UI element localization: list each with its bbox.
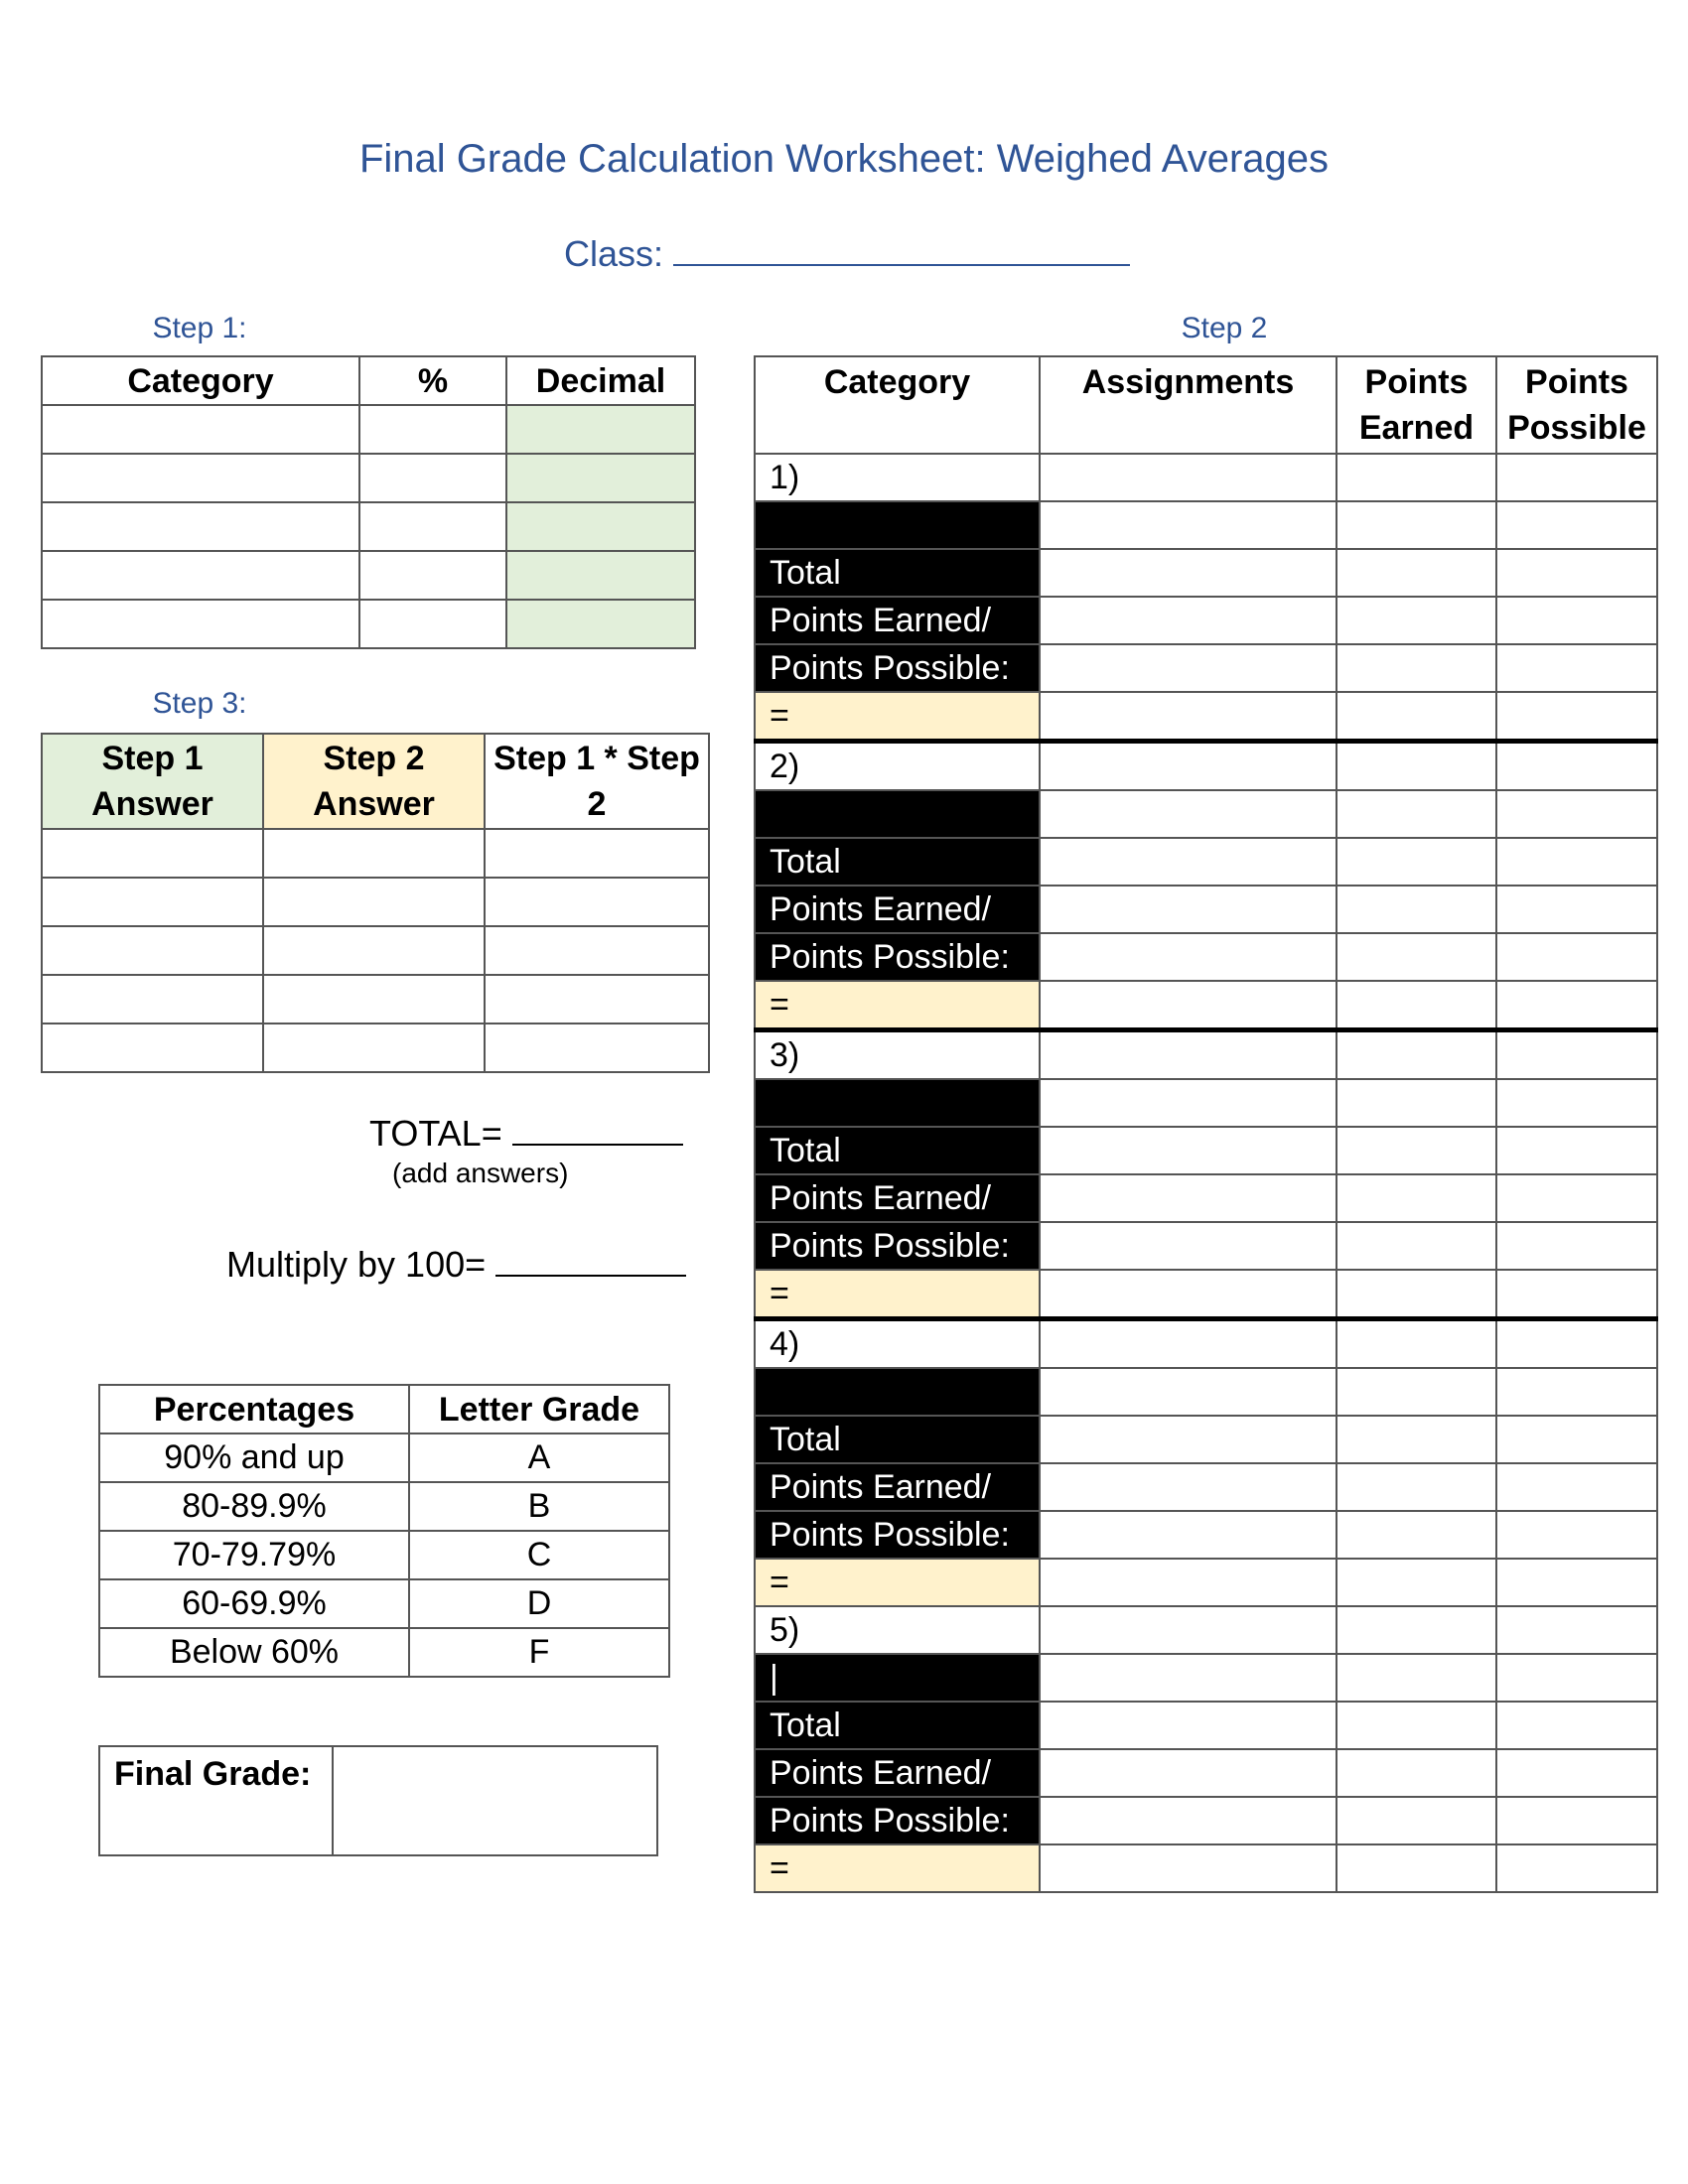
category-name-cell[interactable] <box>755 1079 1040 1127</box>
class-label: Class: <box>564 233 664 274</box>
assignment-cell[interactable] <box>1040 644 1336 692</box>
points-possible-cell[interactable] <box>1496 692 1657 742</box>
points-possible-cell[interactable] <box>1496 1559 1657 1606</box>
points-earned-label: Points Earned/ <box>755 597 1040 644</box>
points-possible-cell[interactable] <box>1496 790 1657 838</box>
points-earned-cell[interactable] <box>1336 454 1496 501</box>
step3-cell[interactable] <box>263 1024 485 1072</box>
total-label: Total <box>755 1416 1040 1463</box>
assignment-cell[interactable] <box>1040 692 1336 742</box>
step2-row <box>755 1559 1657 1606</box>
step1-label: Step 1: <box>152 312 247 344</box>
step1-percent-cell[interactable] <box>359 551 506 600</box>
step3-cell[interactable] <box>485 926 709 975</box>
points-possible-cell[interactable] <box>1496 838 1657 886</box>
category-number: 3) <box>755 1030 1040 1080</box>
points-earned-cell[interactable] <box>1336 1749 1496 1797</box>
points-earned-cell[interactable] <box>1336 1319 1496 1369</box>
step2-header-points-earned: Points Earned <box>1336 356 1496 454</box>
step2-header-assignments: Assignments <box>1040 356 1336 454</box>
grade-header-percentages: Percentages <box>99 1385 409 1433</box>
points-possible-cell[interactable] <box>1496 886 1657 933</box>
step2-row <box>755 1270 1657 1319</box>
step1-header-percent: % <box>359 356 506 405</box>
points-possible-label: Points Possible: <box>755 1222 1040 1270</box>
step2-row <box>755 981 1657 1030</box>
step1-table <box>41 355 696 649</box>
step2-row <box>755 1654 1657 1702</box>
assignment-cell[interactable] <box>1040 1319 1336 1369</box>
total-label: Total <box>755 1702 1040 1749</box>
step2-row <box>755 742 1657 791</box>
step2-row <box>755 1463 1657 1511</box>
step3-cell[interactable] <box>42 878 263 926</box>
step2-row <box>755 597 1657 644</box>
assignment-cell[interactable] <box>1040 1797 1336 1844</box>
final-grade-input[interactable] <box>333 1746 657 1855</box>
step2-row <box>755 1844 1657 1892</box>
assignment-cell[interactable] <box>1040 1844 1336 1892</box>
assignment-cell[interactable] <box>1040 501 1336 549</box>
points-earned-label: Points Earned/ <box>755 886 1040 933</box>
points-possible-cell[interactable] <box>1496 597 1657 644</box>
step2-row <box>755 549 1657 597</box>
step3-cell[interactable] <box>485 975 709 1024</box>
add-answers-note: (add answers) <box>392 1158 569 1188</box>
points-earned-cell[interactable] <box>1336 1511 1496 1559</box>
category-name-cell[interactable]: | <box>755 1654 1040 1702</box>
points-possible-cell[interactable] <box>1496 1749 1657 1797</box>
step3-cell[interactable] <box>42 1024 263 1072</box>
points-earned-cell[interactable] <box>1336 501 1496 549</box>
points-earned-cell[interactable] <box>1336 838 1496 886</box>
points-possible-cell[interactable] <box>1496 1174 1657 1222</box>
points-earned-cell[interactable] <box>1336 886 1496 933</box>
points-earned-cell[interactable] <box>1336 790 1496 838</box>
step2-row <box>755 1127 1657 1174</box>
points-earned-cell[interactable] <box>1336 1079 1496 1127</box>
multiply-blank-line[interactable] <box>495 1241 686 1277</box>
step1-percent-cell[interactable] <box>359 502 506 551</box>
step2-row <box>755 1319 1657 1369</box>
points-possible-cell[interactable] <box>1496 644 1657 692</box>
step1-header-category: Category <box>42 356 359 405</box>
step1-percent-cell[interactable] <box>359 454 506 502</box>
step3-cell[interactable] <box>42 975 263 1024</box>
assignment-cell[interactable] <box>1040 790 1336 838</box>
points-possible-cell[interactable] <box>1496 1319 1657 1369</box>
grade-row <box>99 1482 669 1531</box>
step2-row <box>755 790 1657 838</box>
step1-percent-cell[interactable] <box>359 600 506 648</box>
step1-decimal-cell[interactable] <box>506 502 695 551</box>
assignment-cell[interactable] <box>1040 1030 1336 1080</box>
step2-row <box>755 1079 1657 1127</box>
assignment-cell[interactable] <box>1040 597 1336 644</box>
points-possible-cell[interactable] <box>1496 981 1657 1030</box>
class-field[interactable] <box>564 228 1130 275</box>
total-label: Total <box>755 549 1040 597</box>
step3-table <box>41 733 710 1073</box>
grade-range: 80-89.9% <box>99 1482 409 1531</box>
grade-row <box>99 1579 669 1628</box>
step2-row <box>755 1749 1657 1797</box>
category-number: 2) <box>755 742 1040 791</box>
step1-category-cell[interactable] <box>42 502 359 551</box>
category-number: 5) <box>755 1606 1040 1654</box>
step1-row <box>42 405 695 454</box>
points-possible-cell[interactable] <box>1496 1702 1657 1749</box>
points-possible-cell[interactable] <box>1496 1463 1657 1511</box>
step2-row <box>755 1702 1657 1749</box>
step1-decimal-cell[interactable] <box>506 551 695 600</box>
points-possible-cell[interactable] <box>1496 501 1657 549</box>
step3-header-step2: Step 2 Answer <box>263 734 485 829</box>
points-earned-cell[interactable] <box>1336 1463 1496 1511</box>
step1-category-cell[interactable] <box>42 551 359 600</box>
step3-cell[interactable] <box>263 829 485 878</box>
step2-table <box>754 355 1658 1893</box>
category-name-cell[interactable] <box>755 790 1040 838</box>
points-possible-cell[interactable] <box>1496 1270 1657 1319</box>
step1-header-decimal: Decimal <box>506 356 695 405</box>
step1-decimal-cell[interactable] <box>506 600 695 648</box>
points-earned-cell[interactable] <box>1336 1174 1496 1222</box>
assignment-cell[interactable] <box>1040 742 1336 791</box>
assignment-cell[interactable] <box>1040 1368 1336 1416</box>
points-earned-cell[interactable] <box>1336 742 1496 791</box>
points-possible-cell[interactable] <box>1496 1797 1657 1844</box>
category-number: 1) <box>755 454 1040 501</box>
assignment-cell[interactable] <box>1040 1127 1336 1174</box>
assignment-cell[interactable] <box>1040 549 1336 597</box>
points-earned-cell[interactable] <box>1336 1030 1496 1080</box>
step1-decimal-cell[interactable] <box>506 405 695 454</box>
grade-range: Below 60% <box>99 1628 409 1677</box>
points-earned-label: Points Earned/ <box>755 1174 1040 1222</box>
assignment-cell[interactable] <box>1040 1270 1336 1319</box>
category-number: 4) <box>755 1319 1040 1369</box>
points-earned-cell[interactable] <box>1336 1797 1496 1844</box>
assignment-cell[interactable] <box>1040 886 1336 933</box>
step1-category-cell[interactable] <box>42 454 359 502</box>
grade-range: 70-79.79% <box>99 1531 409 1579</box>
step2-row <box>755 1797 1657 1844</box>
assignment-cell[interactable] <box>1040 1079 1336 1127</box>
step2-header-points-possible: Points Possible <box>1496 356 1657 454</box>
step2-row <box>755 454 1657 501</box>
grade-row <box>99 1433 669 1482</box>
points-earned-cell[interactable] <box>1336 692 1496 742</box>
step3-cell[interactable] <box>263 975 485 1024</box>
equals-cell[interactable]: = <box>755 1559 1040 1606</box>
points-earned-cell[interactable] <box>1336 1127 1496 1174</box>
step3-cell[interactable] <box>485 1024 709 1072</box>
grade-letter: C <box>409 1531 669 1579</box>
assignment-cell[interactable] <box>1040 1511 1336 1559</box>
step3-cell[interactable] <box>42 926 263 975</box>
class-blank-line[interactable] <box>673 228 1130 266</box>
points-possible-cell[interactable] <box>1496 1416 1657 1463</box>
step3-cell[interactable] <box>263 926 485 975</box>
category-name-cell[interactable] <box>755 501 1040 549</box>
grade-row <box>99 1628 669 1677</box>
step1-decimal-cell[interactable] <box>506 454 695 502</box>
step3-row <box>42 1024 709 1072</box>
final-grade-label: Final Grade: <box>99 1746 333 1855</box>
points-possible-cell[interactable] <box>1496 549 1657 597</box>
assignment-cell[interactable] <box>1040 1702 1336 1749</box>
step3-row <box>42 829 709 878</box>
assignment-cell[interactable] <box>1040 1654 1336 1702</box>
grade-range: 60-69.9% <box>99 1579 409 1628</box>
assignment-cell[interactable] <box>1040 1463 1336 1511</box>
step1-category-cell[interactable] <box>42 405 359 454</box>
points-earned-cell[interactable] <box>1336 1654 1496 1702</box>
points-earned-cell[interactable] <box>1336 981 1496 1030</box>
points-possible-cell[interactable] <box>1496 933 1657 981</box>
step2-row <box>755 1416 1657 1463</box>
step3-row <box>42 878 709 926</box>
step2-row <box>755 886 1657 933</box>
points-earned-cell[interactable] <box>1336 1702 1496 1749</box>
step1-percent-cell[interactable] <box>359 405 506 454</box>
step1-category-cell[interactable] <box>42 600 359 648</box>
points-earned-label: Points Earned/ <box>755 1463 1040 1511</box>
points-possible-cell[interactable] <box>1496 1844 1657 1892</box>
points-earned-cell[interactable] <box>1336 1844 1496 1892</box>
points-earned-cell[interactable] <box>1336 549 1496 597</box>
points-earned-cell[interactable] <box>1336 1222 1496 1270</box>
step2-header-category: Category <box>755 356 1040 454</box>
assignment-cell[interactable] <box>1040 1222 1336 1270</box>
step3-label: Step 3: <box>152 687 247 720</box>
step2-row <box>755 933 1657 981</box>
assignment-cell[interactable] <box>1040 1606 1336 1654</box>
points-possible-cell[interactable] <box>1496 1222 1657 1270</box>
step3-cell[interactable] <box>263 878 485 926</box>
assignment-cell[interactable] <box>1040 1749 1336 1797</box>
step3-cell[interactable] <box>42 829 263 878</box>
step2-row <box>755 1174 1657 1222</box>
step2-row <box>755 1222 1657 1270</box>
multiply-field[interactable] <box>226 1241 686 1286</box>
points-possible-cell[interactable] <box>1496 1654 1657 1702</box>
final-grade-table <box>98 1745 658 1856</box>
points-earned-cell[interactable] <box>1336 1368 1496 1416</box>
points-earned-cell[interactable] <box>1336 1270 1496 1319</box>
assignment-cell[interactable] <box>1040 1416 1336 1463</box>
step2-row <box>755 501 1657 549</box>
points-possible-label: Points Possible: <box>755 1511 1040 1559</box>
step2-label: Step 2 <box>1181 312 1268 344</box>
step3-cell[interactable] <box>485 878 709 926</box>
points-earned-cell[interactable] <box>1336 1606 1496 1654</box>
points-possible-cell[interactable] <box>1496 1606 1657 1654</box>
page-title: Final Grade Calculation Worksheet: Weighed Averages <box>358 137 1330 181</box>
step2-row <box>755 838 1657 886</box>
points-earned-cell[interactable] <box>1336 644 1496 692</box>
equals-cell[interactable]: = <box>755 1844 1040 1892</box>
points-earned-cell[interactable] <box>1336 1559 1496 1606</box>
assignment-cell[interactable] <box>1040 933 1336 981</box>
points-earned-cell[interactable] <box>1336 1416 1496 1463</box>
points-possible-label: Points Possible: <box>755 644 1040 692</box>
total-blank-line[interactable] <box>512 1110 683 1146</box>
step2-row <box>755 644 1657 692</box>
points-possible-cell[interactable] <box>1496 1079 1657 1127</box>
points-earned-cell[interactable] <box>1336 933 1496 981</box>
step3-header-step1: Step 1 Answer <box>42 734 263 829</box>
points-possible-cell[interactable] <box>1496 1127 1657 1174</box>
step1-row <box>42 502 695 551</box>
points-earned-label: Points Earned/ <box>755 1749 1040 1797</box>
step3-header-product: Step 1 * Step 2 <box>485 734 709 829</box>
assignment-cell[interactable] <box>1040 981 1336 1030</box>
step2-row <box>755 1511 1657 1559</box>
total-label: Total <box>755 838 1040 886</box>
equals-cell[interactable]: = <box>755 981 1040 1030</box>
points-possible-cell[interactable] <box>1496 1368 1657 1416</box>
assignment-cell[interactable] <box>1040 838 1336 886</box>
points-possible-cell[interactable] <box>1496 1511 1657 1559</box>
grade-range: 90% and up <box>99 1433 409 1482</box>
step2-row <box>755 1606 1657 1654</box>
step3-cell[interactable] <box>485 829 709 878</box>
total-field[interactable] <box>369 1110 683 1155</box>
grade-row <box>99 1531 669 1579</box>
multiply-label: Multiply by 100= <box>226 1244 487 1285</box>
step2-row <box>755 692 1657 742</box>
grade-scale-table <box>98 1384 670 1678</box>
points-possible-cell[interactable] <box>1496 1030 1657 1080</box>
step1-row <box>42 600 695 648</box>
points-earned-cell[interactable] <box>1336 597 1496 644</box>
total-label: TOTAL= <box>369 1113 502 1154</box>
step2-body <box>755 454 1657 1892</box>
step1-row <box>42 551 695 600</box>
grade-header-letter: Letter Grade <box>409 1385 669 1433</box>
grade-letter: D <box>409 1579 669 1628</box>
step3-row <box>42 975 709 1024</box>
points-possible-cell[interactable] <box>1496 454 1657 501</box>
grade-letter: B <box>409 1482 669 1531</box>
grade-letter: F <box>409 1628 669 1677</box>
equals-cell[interactable]: = <box>755 1270 1040 1319</box>
grade-letter: A <box>409 1433 669 1482</box>
step2-row <box>755 1368 1657 1416</box>
points-possible-label: Points Possible: <box>755 1797 1040 1844</box>
assignment-cell[interactable] <box>1040 454 1336 501</box>
assignment-cell[interactable] <box>1040 1559 1336 1606</box>
step1-row <box>42 454 695 502</box>
total-label: Total <box>755 1127 1040 1174</box>
step3-row <box>42 926 709 975</box>
category-name-cell[interactable] <box>755 1368 1040 1416</box>
step2-row <box>755 1030 1657 1080</box>
points-possible-cell[interactable] <box>1496 742 1657 791</box>
assignment-cell[interactable] <box>1040 1174 1336 1222</box>
points-possible-label: Points Possible: <box>755 933 1040 981</box>
equals-cell[interactable]: = <box>755 692 1040 742</box>
